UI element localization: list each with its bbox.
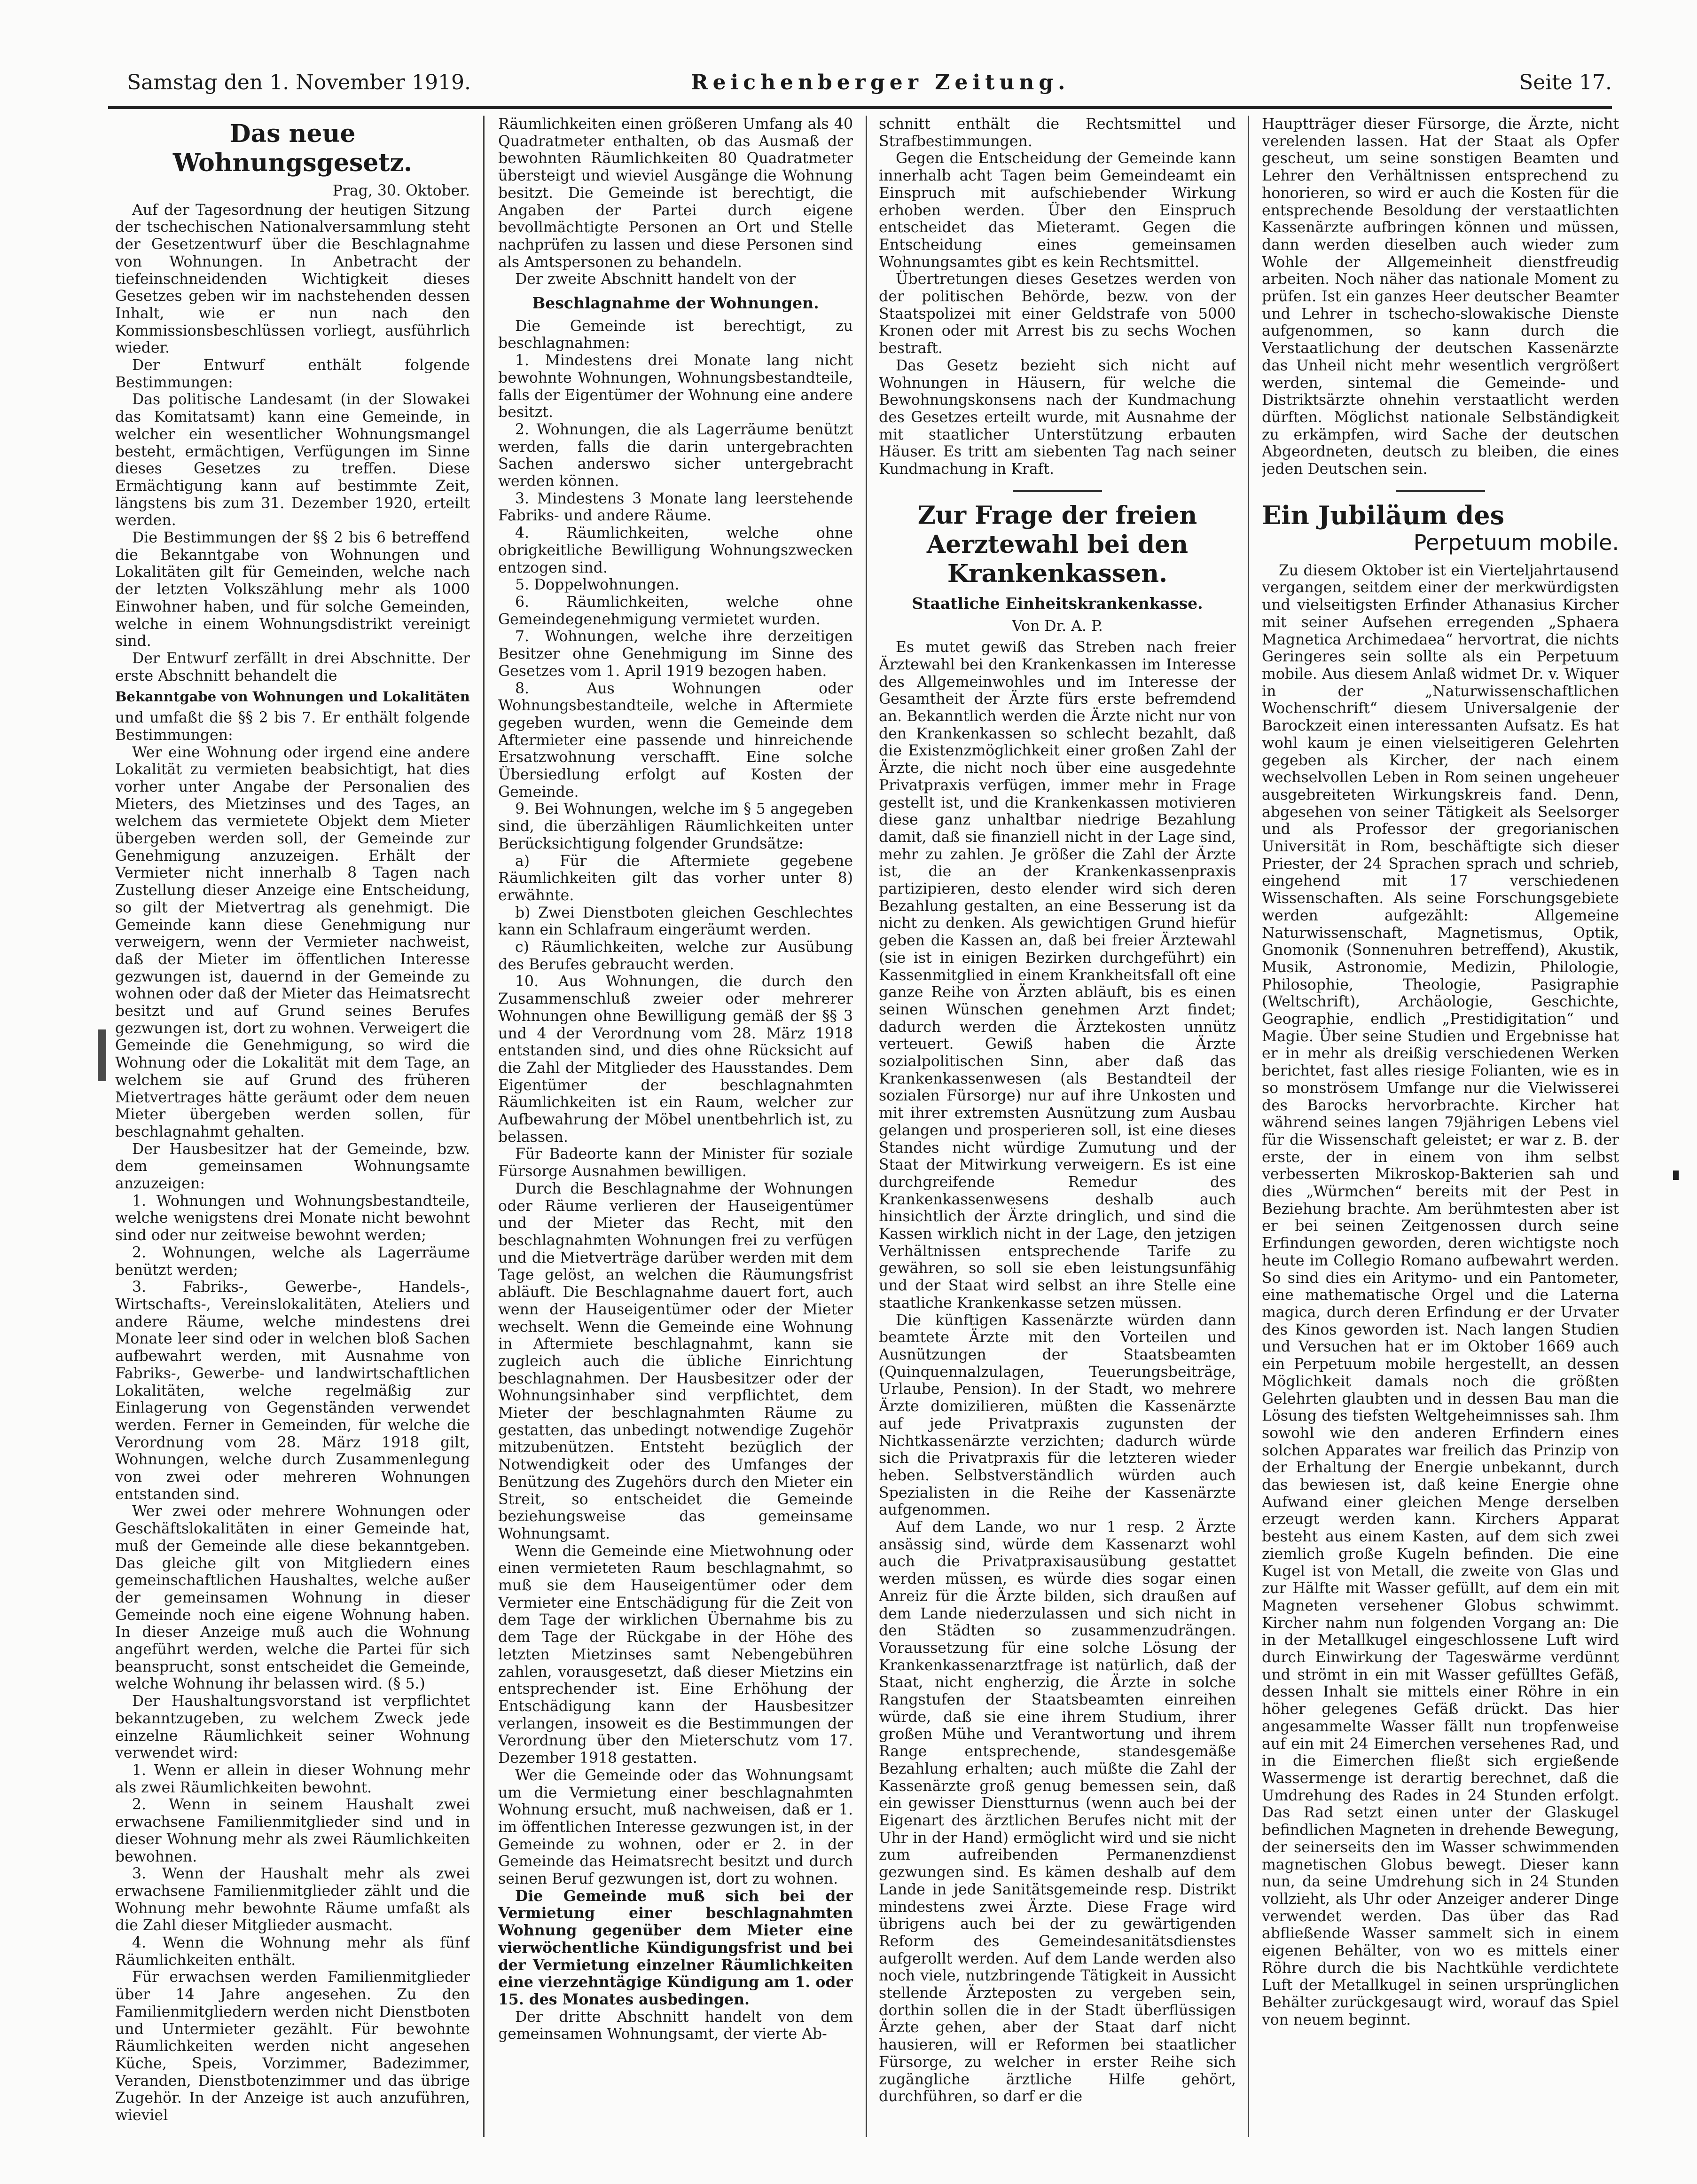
article-separator <box>1396 490 1485 492</box>
paragraph: Durch die Beschlagnahme der Wohnungen oder Räume verlieren der Hauseigentümer und der Mieter das Recht, mit den beschlagnahmten Wohnungen frei zu verfügen und die Mietverträge darüber werden mit dem Tage gelöst, an welchen die Räumungsfrist abläuft. Die Beschlagnahme dauert fort, auch wenn der Hauseigentümer oder der Mieter wechselt. Wenn die Gemeinde eine Wohnung in Aftermiete beschlagnahmt, kann sie zugleich auch die übliche Einrichtung beschlagnahmen. Der Hausbesitzer oder der Wohnungsinhaber sind verpflichtet, dem Mieter der beschlagnahmten Räume zu gestatten, das unbedingt notwendige Zugehör mitzubenützen. Entsteht bezüglich der Notwendigkeit oder des Umfanges der Benützung des Zugehörs durch den Mieter ein Streit, so entscheidet die Gemeinde beziehungsweise das gemeinsame Wohnungsamt. <box>498 1180 853 1542</box>
paragraph: 3. Fabriks-, Gewerbe-, Handels-, Wirtschafts-, Vereinslokalitäten, Ateliers und andere Räume, welche mindestens drei Monate leer sind oder in welchen bloß Sachen aufbewahrt werden, mit Ausnahme von Fabriks-, Gewerbe- und landwirtschaftlichen Lokalitäten, welche regelmäßig zur Einlagerung von Gegenständen verwendet werden. Ferner in Gemeinden, für welche die Verordnung vom 28. März 1918 gilt, Wohnungen, welche durch Zusammenlegung von zwei oder mehreren Wohnungen entstanden sind. <box>115 1279 470 1503</box>
paragraph: a) Für die Aftermiete gegebene Räumlichkeiten gilt das vorher unter 8) erwähnte. <box>498 852 853 904</box>
paragraph: 1. Wenn er allein in dieser Wohnung mehr als zwei Räumlichkeiten bewohnt. <box>115 1761 470 1796</box>
paragraph: Gegen die Entscheidung der Gemeinde kann innerhalb acht Tagen beim Gemeindeamt ein Einspruch mit aufschiebender Wirkung erhoben werden. Über den Einspruch entscheidet das Mieteramt. Gegen die Entscheidung eines gemeinsamen Wohnungsamtes gibt es kein Rechtsmittel. <box>879 150 1236 271</box>
paragraph: 2. Wohnungen, die als Lagerräume benützt werden, falls die darin untergebrachten Sachen anderswo sicher untergebracht werden können. <box>498 421 853 490</box>
paragraph: Der Entwurf enthält folgende Bestimmungen: <box>115 357 470 391</box>
paragraph: 1. Mindestens drei Monate lang nicht bewohnte Wohnungen, Wohnungsbestandteile, falls der Eigentümer der Wohnung eine andere besitzt. <box>498 352 853 421</box>
paragraph: 5. Doppelwohnungen. <box>515 576 680 594</box>
page-number: Seite 17. <box>1519 71 1612 94</box>
paragraph: b) Zwei Dienstboten gleichen Geschlechtes kann ein Schlafraum eingeräumt werden. <box>498 904 853 939</box>
paragraph: Hauptträger dieser Fürsorge, die Ärzte, nicht verelenden lassen. Hat der Staat als Opfer gescheut, um seine sonstigen Beamten und Lehrer den Verhältnissen entsprechend zu honorieren, so wird er auch die Kosten für die entsprechende Besoldung der verstaatlichten Kassenärzte aufbringen können und müssen, dann werden dieselben auch wieder zum Wohle der Allgemeinheit dienstfreudig arbeiten. Noch näher das nationale Moment zu prüfen. Ist ein ganzes Heer deutscher Beamter und Lehrer in tschecho-slowakische Dienste aufgenommen, so kann durch die Verstaatlichung der deutschen Kassenärzte das Unheil nicht mehr wesentlich vergrößert werden, sintemal die Gemeinde- und Distriktsärzte ohnehin verstaatlicht werden dürften. Möglichst nationale Selbständigkeit zu erkämpfen, wird Sache der deutschen Abgeordneten, deutsch zu bleiben, die eines jeden Deutschen sein. <box>1262 116 1619 478</box>
scan-mark <box>98 1029 106 1081</box>
paragraph: Der Entwurf zerfällt in drei Abschnitte. Der erste Abschnitt behandelt die <box>115 650 470 684</box>
paragraph: Die künftigen Kassenärzte würden dann beamtete Ärzte mit den Vorteilen und Ausnützungen der Staatsbeamten (Quinquennalzulagen, Teuerungsbeiträge, Urlaube, Pension). In der Stadt, wo mehrere Ärzte domizilieren, müßten die Kassenärzte auf jede Privatpraxis zugunsten der Nichtkassenärzte verzichten; dadurch würde sich die Privatpraxis für die letzteren wieder heben. Selbstverständlich würden auch Spezialisten in die Reihe der Kassenärzte aufgenommen. <box>879 1312 1236 1519</box>
paragraph: Wenn die Gemeinde eine Mietwohnung oder einen vermieteten Raum beschlagnahmt, so muß sie dem Hauseigentümer oder dem Vermieter eine Entschädigung für die Zeit von dem Tage der wirklichen Übernahme bis zu dem Tage der Rückgabe in der Höhe des letzten Mietzinses samt Nebengebühren zahlen, vorausgesetzt, daß dieser Mietzins ein entsprechender ist. Eine Erhöhung der Entschädigung kann der Hausbesitzer verlangen, insoweit es die Bestimmungen der Verordnung über den Mieterschutz vom 17. Dezember 1918 gestatten. <box>498 1542 853 1767</box>
paragraph: Auf dem Lande, wo nur 1 resp. 2 Ärzte ansässig sind, würde dem Kassenarzt wohl auch die Privatpraxisausübung gestattet werden müssen, es würde dies sogar einen Anreiz für die Ärzte bilden, sich draußen auf dem Lande niederzulassen und sich nicht in den Städten so zusammenzudrängen. Voraussetzung für eine solche Lösung der Krankenkassenarztfrage ist natürlich, daß der Staat, nicht engherzig, die Ärzte in solche Rangstufen der Staatsbeamten einreihen würde, daß sie eine ihrem Studium, ihrer großen Mühe und Verantwortung und ihrem Range entsprechende, standesgemäße Bezahlung erhalten; auch müßte die Zahl der Kassenärzte groß genug bemessen sein, daß ein gewisser Dienstturnus (wenn auch bei der Eigenart des ärztlichen Berufes nicht mit der Uhr in der Hand) ermöglicht wird und sie nicht zum aufreibenden Permanenzdienst gezwungen sind. Es kämen deshalb auf dem Lande in jede Sanitätsgemeinde resp. Distrikt mindestens zwei Ärzte. Diese Frage wird übrigens auch bei der zu gewärtigenden Reform des Gemeindesanitätsdienstes aufgerollt werden. Auf dem Lande werden also noch viele, nutzbringende Tätigkeit in Aussicht stellende Ärzteposten zu vergeben sein, dorthin sollen die in der Stadt überflüssigen Ärzte gehen, aber der Staat darf nicht hausieren, will er Reformen bei staatlicher Fürsorge, zu welcher in erster Reihe sich zugängliche ärztliche Hilfe gehört, durchführen, so darf er die <box>879 1519 1236 2105</box>
article-title: Das neue Wohnungsgesetz. <box>172 119 413 177</box>
paragraph: 6. Räumlichkeiten, welche ohne Gemeindegenehmigung vermietet wurden. <box>498 593 853 628</box>
paragraph: Wer eine Wohnung oder irgend eine andere Lokalität zu vermieten beabsichtigt, hat dies vorher unter Angabe der Personalien des Mieters, des Mietzinses und des Tages, an welchem das vermietete Objekt dem Mieter übergeben werden soll, der Gemeinde zur Genehmigung anzuzeigen. Erhält der Vermieter nicht innerhalb 8 Tagen nach Zustellung dieser Anzeige eine Entscheidung, so gilt der Mietvertrag als genehmigt. Die Gemeinde kann diese Genehmigung nur verweigern, wenn der Vermieter nachweist, daß der Mieter im öffentlichen Interesse gezwungen ist, dauernd in der Gemeinde zu wohnen oder daß der Mieter das Heimatsrecht besitzt und auf Grund seines Berufes gezwungen ist, dort zu wohnen. Verweigert die Gemeinde die Genehmigung, so wird die Wohnung oder die Lokalität mit dem Tage, an welchem sie auf Grund des früheren Mietvertrages hätte geräumt oder dem neuen Mieter übergeben werden sollen, für beschlagnahmt gehalten. <box>115 744 470 1140</box>
byline: Von Dr. A. P. <box>1012 618 1103 635</box>
article-subtitle: Staatliche Einheitskrankenkasse. <box>912 594 1203 613</box>
article-title: Zur Frage der freien Aerztewahl bei den Krankenkassen. <box>917 501 1197 588</box>
paragraph: Das politische Landesamt (in der Slowakei das Komitatsamt) kann eine Gemeinde, in welcher ein wesentlicher Wohnungsmangel besteht, ermächtigen, Verfügungen im Sinne dieses Gesetzes zu treffen. Diese Ermächtigung kann auf bestimmte Zeit, längstens bis zum 31. Dezember 1920, erteilt werden. <box>115 391 470 529</box>
column-rule <box>866 116 867 2137</box>
paragraph: Wer die Gemeinde oder das Wohnungsamt um die Vermietung einer beschlagnahmten Wohnung ersucht, muß nachweisen, daß er 1. im öffentlichen Interesse gezwungen ist, in der Gemeinde zu wohnen, oder er 2. in der Gemeinde das Heimatsrecht besitzt und durch seinen Beruf gezwungen ist, dort zu wohnen. <box>498 1767 853 1888</box>
paragraph: Zu diesem Oktober ist ein Vierteljahrtausend vergangen, seitdem einer der merkwürdigsten und vielseitigsten Erfinder Athanasius Kircher mit seiner Aufsehen erregenden „Sphaera Magnetica Archimedaea“ hervortrat, die nichts Geringeres sein sollte als ein Perpetuum mobile. Aus diesem Anlaß widmet Dr. v. Wiquer in der „Naturwissenschaftlichen Wochenschrift“ diesem Universalgenie der Barockzeit einen interessanten Aufsatz. Es hat wohl kaum je einen vielseitigeren Gelehrten gegeben als Kircher, der nach einem wechselvollen Leben in Rom seinen ungeheuer ausgebreiteten Wirkungskreis fand. Denn, abgesehen von seiner Tätigkeit als Seelsorger und als Professor der gregorianischen Universität in Rom, beschäftigte sich dieser Priester, der 24 Sprachen sprach und schrieb, eingehend mit 17 verschiedenen Wissenschaften. Als seine Forschungsgebiete werden aufgezählt: Allgemeine Naturwissenschaft, Magnetismus, Optik, Gnomonik (Sonnenuhren betreffend), Akustik, Musik, Astronomie, Medizin, Philologie, Philosophie, Theologie, Pasigraphie (Weltschrift), Archäologie, Geschichte, Geographie, endlich „Prestidigitation“ und Magie. Über seine Studien und Ergebnisse hat er in mehr als dreißig verschiedenen Werken berichtet, fast alles riesige Folianten, wie es in so monströsem Umfange nur die Vielwisserei des Barocks hervorbrachte. Kircher hat während seines langen 79jährigen Lebens viel für die Wissenschaft geleistet; er war z. B. der erste, der in einem von ihm selbst verbesserten Mikroskop-Bakterien sah und dies „Würmchen“ bereits mit der Pest in Beziehung brachte. Am berühmtesten aber ist er bei seinen Zeitgenossen durch seine Erfindungen geworden, deren wichtigste noch heute im Collegio Romano aufbewahrt werden. So sind dies ein Aritymo- und ein Pantometer, eine mathematische Orgel und die Laterna magica, durch deren Erfindung er der Urvater des Kinos geworden ist. Nach langen Studien und Versuchen hat er im Oktober 1669 auch ein Perpetuum mobile hergestellt, an dessen Möglichkeit damals noch die größten Gelehrten glaubten und in dessen Bau man die Lösung des tiefsten Weltgeheimnisses sah. Ihm sowohl wie den anderen Erfindern eines solchen Apparates war freilich das Prinzip von der Erhaltung der Energie unbekannt, durch das bewiesen ist, daß keine Energie ohne Aufwand einer gleichen Menge derselben erzeugt werden kann. Kirchers Apparat besteht aus einem Kasten, auf dem sich zwei ziemlich große Kugeln befinden. Die eine Kugel ist von Metall, die zweite von Glas und zur Hälfte mit Wasser gefüllt, auf dem ein mit Magneten versehener Globus schwimmt. Kircher nahm nun folgenden Vorgang an: Die in der Metallkugel eingeschlossene Luft wird durch Einwirkung der Tageswärme verdünnt und strömt in ein mit Wasser gefülltes Gefäß, dessen Inhalt sie mittels einer Röhre in ein höher gelegenes Gefäß drückt. Das hier angesammelte Wasser fällt nun tropfenweise auf ein mit 24 Eimerchen versehenes Rad, und in die Eimerchen fließt sich ergießende Wassermenge ist derartig berechnet, daß die Umdrehung des Rades in 24 Stunden erfolgt. Das Rad setzt einen unter der Glaskugel befindlichen Magneten in drehende Bewegung, der seinerseits den im Wasser schwimmenden magnetischen Globus bewegt. Dieser kann nun, da seine Umdrehung sich in 24 Stunden vollzieht, als Uhr oder Anzeiger anderer Dinge verwendet werden. Das über das Rad abfließende Wasser sammelt sich in einem eigenen Behälter, von wo es mittels einer Röhre durch die bis Nachtkühle verdichtete Luft der Metallkugel in seinen ursprünglichen Behälter zurückgesaugt wird, worauf das Spiel von neuem beginnt. <box>1262 562 1619 2028</box>
column-rule <box>483 116 485 2137</box>
paragraph: 2. Wohnungen, welche als Lagerräume benützt werden; <box>115 1244 470 1279</box>
paragraph: Der Hausbesitzer hat der Gemeinde, bzw. dem gemeinsamen Wohnungsamte anzuzeigen: <box>115 1140 470 1193</box>
column-3 <box>879 116 1236 2137</box>
section-heading: Beschlagnahme der Wohnungen. <box>532 294 819 313</box>
paragraph: schnitt enthält die Rechtsmittel und Strafbestimmungen. <box>879 116 1236 150</box>
paragraph: Wer zwei oder mehrere Wohnungen oder Geschäftslokalitäten in einer Gemeinde hat, muß der Gemeinde alle diese bekanntgeben. Das gleiche gilt von Mitgliedern eines gemeinschaftlichen Haushaltes, welche außer der gemeinsamen Wohnung in dieser Gemeinde noch eine eigene Wohnung haben. In dieser Anzeige muß auch die Wohnung angeführt werden, welche die Partei für sich beansprucht, sonst entscheidet die Gemeinde, welche Wohnung ihr belassen wird. (§ 5.) <box>115 1503 470 1693</box>
scan-mark <box>1673 1171 1679 1180</box>
paragraph: Räumlichkeiten einen größeren Umfang als 40 Quadratmeter enthalten, ob das Ausmaß der bewohnten Räumlichkeiten 80 Quadratmeter übersteigt und wieviel Ausgänge die Wohnung besitzt. Die Gemeinde ist berechtigt, die Angaben der Partei durch eigene bevollmächtigte Personen an Ort und Stelle nachprüfen zu lassen und diese Personen sind als Amtspersonen zu behandeln. <box>498 116 853 271</box>
paragraph: Die Bestimmungen der §§ 2 bis 6 betreffend die Bekanntgabe von Wohnungen und Lokalitäten gilt für Gemeinden, welche nach der letzten Volkszählung mehr als 1000 Einwohner haben, und für solche Gemeinden, welche in einem Wohnungsdistrikt vereinigt sind. <box>115 529 470 650</box>
paragraph: 10. Aus Wohnungen, die durch den Zusammenschluß zweier oder mehrerer Wohnungen ohne Bewilligung gemäß der §§ 3 und 4 der Verordnung vom 28. März 1918 entstanden sind, und dies ohne Rücksicht auf die Zahl der Mitglieder des Hausstandes. Dem Eigentümer der beschlagnahmten Räumlichkeiten ist ein Raum, welcher zur Aufbewahrung der Möbel unentbehrlich ist, zu belassen. <box>498 973 853 1146</box>
paragraph: Das Gesetz bezieht sich nicht auf Wohnungen in Häusern, für welche die Bewohnungskonsens nach der Kundmachung des Gesetzes erteilt wurde, mit Ausnahme der mit staatlicher Unterstützung erbauten Häuser. Es tritt am siebenten Tag nach seiner Kundmachung in Kraft. <box>879 357 1236 478</box>
paragraph: Der zweite Abschnitt handelt von der <box>515 271 796 288</box>
newspaper-name: Reichenberger Zeitung. <box>691 71 1070 94</box>
paragraph: 4. Räumlichkeiten, welche ohne obrigkeitliche Bewilligung Wohnungszwecken entzogen sind. <box>498 525 853 576</box>
paragraph: Der dritte Abschnitt handelt von dem gemeinsamen Wohnungsamt, der vierte Ab- <box>498 2008 853 2043</box>
paragraph: 3. Wenn der Haushalt mehr als zwei erwachsene Familienmitglieder zählt und die Wohnung mehr bewohnte Räume umfaßt als die Zahl dieser Mitglieder ausmacht. <box>115 1865 470 1934</box>
paragraph: 4. Wenn die Wohnung mehr als fünf Räumlichkeiten enthält. <box>115 1934 470 1969</box>
paragraph: 8. Aus Wohnungen oder Wohnungsbestandteile, welche in Aftermiete gegeben wurden, wenn die Gemeinde dem Aftermieter eine passende und hinreichende Ersatzwohnung verschafft. Eine solche Übersiedlung erfolgt auf Kosten der Gemeinde. <box>498 680 853 801</box>
paragraph: und umfaßt die §§ 2 bis 7. Er enthält folgende Bestimmungen: <box>115 709 470 744</box>
article-title-line2: Perpetuum mobile. <box>1413 529 1619 555</box>
paragraph: 2. Wenn in seinem Haushalt zwei erwachsene Familienmitglieder sind und in dieser Wohnung mehr als zwei Räumlichkeiten bewohnen. <box>115 1796 470 1865</box>
paragraph: Es mutet gewiß das Streben nach freier Ärztewahl bei den Krankenkassen im Interesse des Allgemeinwohles und im Interesse der Gesamtheit der Ärzte fürs erste befremdend an. Bekanntlich werden die Ärzte nicht nur von den Krankenkassen so schlecht bezahlt, daß die Existenzmöglichkeit einer großen Zahl der Ärzte, die nicht noch über eine ausgedehnte Privatpraxis verfügen, immer mehr in Frage gestellt ist, und die Krankenkassen motivieren diese ganz unhaltbar niedrige Bezahlung damit, daß sie finanziell nicht in der Lage sind, mehr zu zahlen. Je größer die Zahl der Ärzte ist, die an der Krankenkassenpraxis partizipieren, desto elender wird sich deren Bezahlung gestalten, an eine Besserung ist da nicht zu denken. Als gewichtigen Grund hiefür geben die Kassen an, daß bei freier Ärztewahl (sie ist in einigen Bezirken durchgeführt) ein Kassenmitglied in einem Krankheitsfall oft eine ganze Reihe von Ärzten abläuft, bis es einen seinen Wünschen genehmen Arzt findet; dadurch werden die Ärztekosten unnütz verteuert. Gewiß haben die Ärzte sozialpolitischen Sinn, aber daß das Krankenkassenwesen (als Bestandteil der sozialen Fürsorge) nur auf ihre Unkosten und mit ihrer extremsten Ausnützung zum Ausbau gelangen und prosperieren soll, ist eine dieses Standes nicht würdige Zumutung und der Staat der Mitwirkung verweigern. Es ist eine durchgreifende Remedur des Krankenkassenwesens deshalb auch hinsichtlich der Ärzte dringlich, und sind die Kassen wirklich nicht in der Lage, den jetzigen Verhältnissen entsprechende Tarife zu gewähren, so soll sie eben leistungsunfähig und der Staat wird selbst an ihre Stelle eine staatliche Krankenkasse setzen müssen. <box>879 639 1236 1312</box>
paragraph: Auf der Tagesordnung der heutigen Sitzung der tschechischen Nationalversammlung steht der Gesetzentwurf über die Beschlagnahme von Wohnungen. In Anbetracht der tiefeinschneidenden Wichtigkeit dieses Gesetzes geben wir im nachstehenden dessen Inhalt, wie er nun nach den Kommissionsbeschlüssen vorliegt, ausführlich wieder. <box>115 201 470 357</box>
paragraph: Für erwachsen werden Familienmitglieder über 14 Jahre angesehen. Zu den Familienmitgliedern werden nicht Dienstboten und Untermieter gezählt. Für bewohnte Räumlichkeiten werden nicht angesehen Küche, Speis, Vorzimmer, Badezimmer, Veranden, Dienstbotenzimmer und das übrige Zugehör. In der Anzeige ist auch anzuführen, wieviel <box>115 1969 470 2124</box>
article-title: Ein Jubiläum des <box>1262 500 1505 530</box>
issue-date: Samstag den 1. November 1919. <box>127 71 471 94</box>
column-2 <box>498 116 853 2137</box>
dateline: Prag, 30. Oktober. <box>332 182 470 199</box>
paragraph: c) Räumlichkeiten, welche zur Ausübung des Berufes gebraucht werden. <box>498 939 853 973</box>
column-rule <box>1248 116 1249 2137</box>
paragraph: 3. Mindestens 3 Monate lang leerstehende Fabriks- und andere Räume. <box>498 490 853 525</box>
paragraph: Übertretungen dieses Gesetzes werden von der politischen Behörde, bezw. von der Staatspolizei mit einer Geldstrafe von 5000 Kronen oder mit Arrest bis zu sechs Wochen bestraft. <box>879 271 1236 357</box>
paragraph: Die Gemeinde muß sich bei der Vermietung einer beschlagnahmten Wohnung gegenüber dem Mieter eine vierwöchentliche Kündigungsfrist und bei der Vermietung einzelner Räumlichkeiten eine vierzehntägige Kündigung am 1. oder 15. des Monates ausbedingen. <box>498 1887 853 2008</box>
section-heading: Bekanntgabe von Wohnungen und Lokalitäten <box>115 689 470 705</box>
column-1 <box>115 116 470 2137</box>
paragraph: Für Badeorte kann der Minister für soziale Fürsorge Ausnahmen bewilligen. <box>498 1146 853 1180</box>
paragraph: Die Gemeinde ist berechtigt, zu beschlagnahmen: <box>498 317 853 352</box>
paragraph: 7. Wohnungen, welche ihre derzeitigen Besitzer ohne Genehmigung im Sinne des Gesetzes vom 1. April 1919 bezogen haben. <box>498 628 853 680</box>
header-rule <box>108 106 1612 109</box>
column-4 <box>1262 116 1619 2137</box>
paragraph: 1. Wohnungen und Wohnungsbestandteile, welche wenigstens drei Monate nicht bewohnt sind oder nur zeitweise bewohnt werden; <box>115 1192 470 1244</box>
paragraph: Der Haushaltungsvorstand ist verpflichtet bekanntzugeben, zu welchem Zweck jede einzelne Räumlichkeit seiner Wohnung verwendet wird: <box>115 1693 470 1762</box>
article-separator <box>1013 490 1102 492</box>
paragraph: 9. Bei Wohnungen, welche im § 5 angegeben sind, die überzähligen Räumlichkeiten unter Berücksichtigung folgender Grundsätze: <box>498 801 853 852</box>
